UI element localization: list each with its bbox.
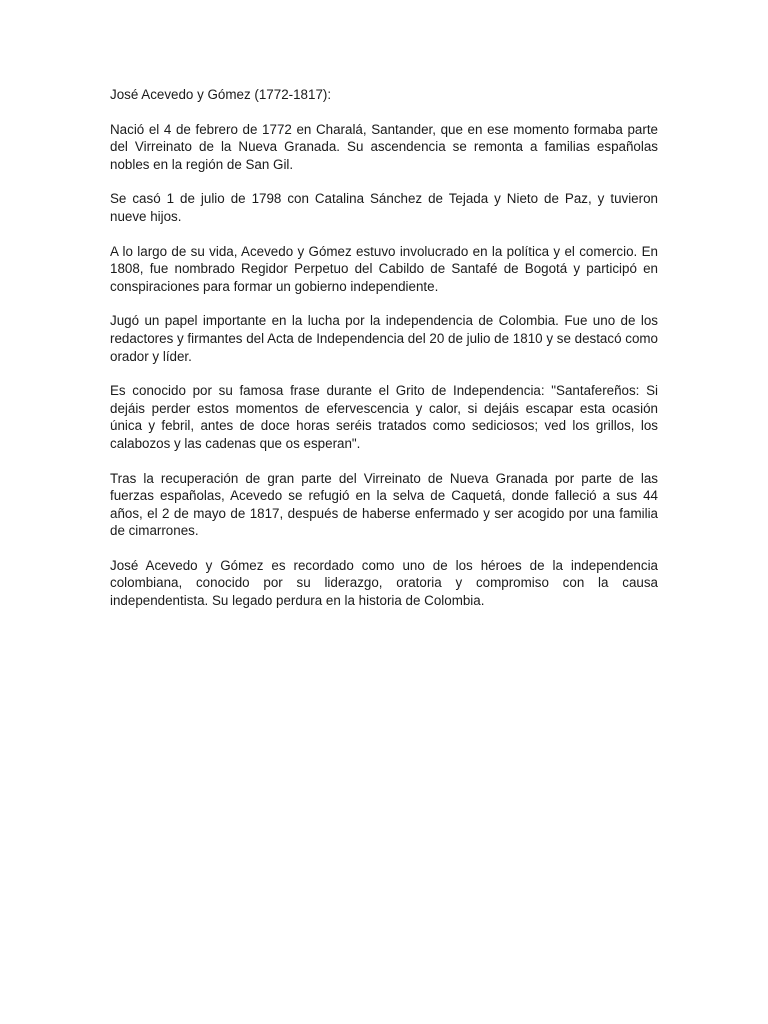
paragraph-independence-role: Jugó un papel importante en la lucha por la independencia de Colombia. Fue uno de los redactores y firmantes del Acta de Independencia del 20 de julio de 1810 y se destacó como orador y líder. — [110, 313, 658, 364]
paragraph-marriage: Se casó 1 de julio de 1798 con Catalina Sánchez de Tejada y Nieto de Paz, y tuvieron nueve hijos. — [110, 191, 658, 224]
paragraph-birth: Nació el 4 de febrero de 1772 en Charalá, Santander, que en ese momento formaba parte del Virreinato de la Nueva Granada. Su ascendencia se remonta a familias españolas nobles en la región de San Gil. — [110, 121, 658, 172]
document-title: José Acevedo y Gómez (1772-1817): — [110, 87, 332, 102]
paragraph-career: A lo largo de su vida, Acevedo y Gómez estuvo involucrado en la política y el comercio. En 1808, fue nombrado Regidor Perpetuo del Cabildo de Santafé de Bogotá y participó en conspiraciones para formar un gobierno independiente. — [110, 243, 658, 294]
paragraph-death: Tras la recuperación de gran parte del Virreinato de Nueva Granada por parte de las fuerzas españolas, Acevedo se refugió en la selva de Caquetá, donde falleció a sus 44 años, el 2 de mayo de 1817, después de haberse enfermado y ser acogido por una familia de cimarrones. — [110, 470, 658, 539]
document-body — [110, 86, 658, 627]
paragraph-legacy: José Acevedo y Gómez es recordado como uno de los héroes de la independencia colombiana, conocido por su liderazgo, oratoria y compromiso con la causa independentista. Su legado perdura en la historia de Colombia. — [110, 557, 658, 609]
paragraph-famous-quote: Es conocido por su famosa frase durante el Grito de Independencia: "Santafereños: Si dejáis perder estos momentos de efervescencia y calor, si dejáis escapar esta ocasión única y febril, antes de doce horas seréis tratados como sediciosos; ved los grillos, los calabozos y las cadenas que os esperan". — [110, 383, 658, 451]
